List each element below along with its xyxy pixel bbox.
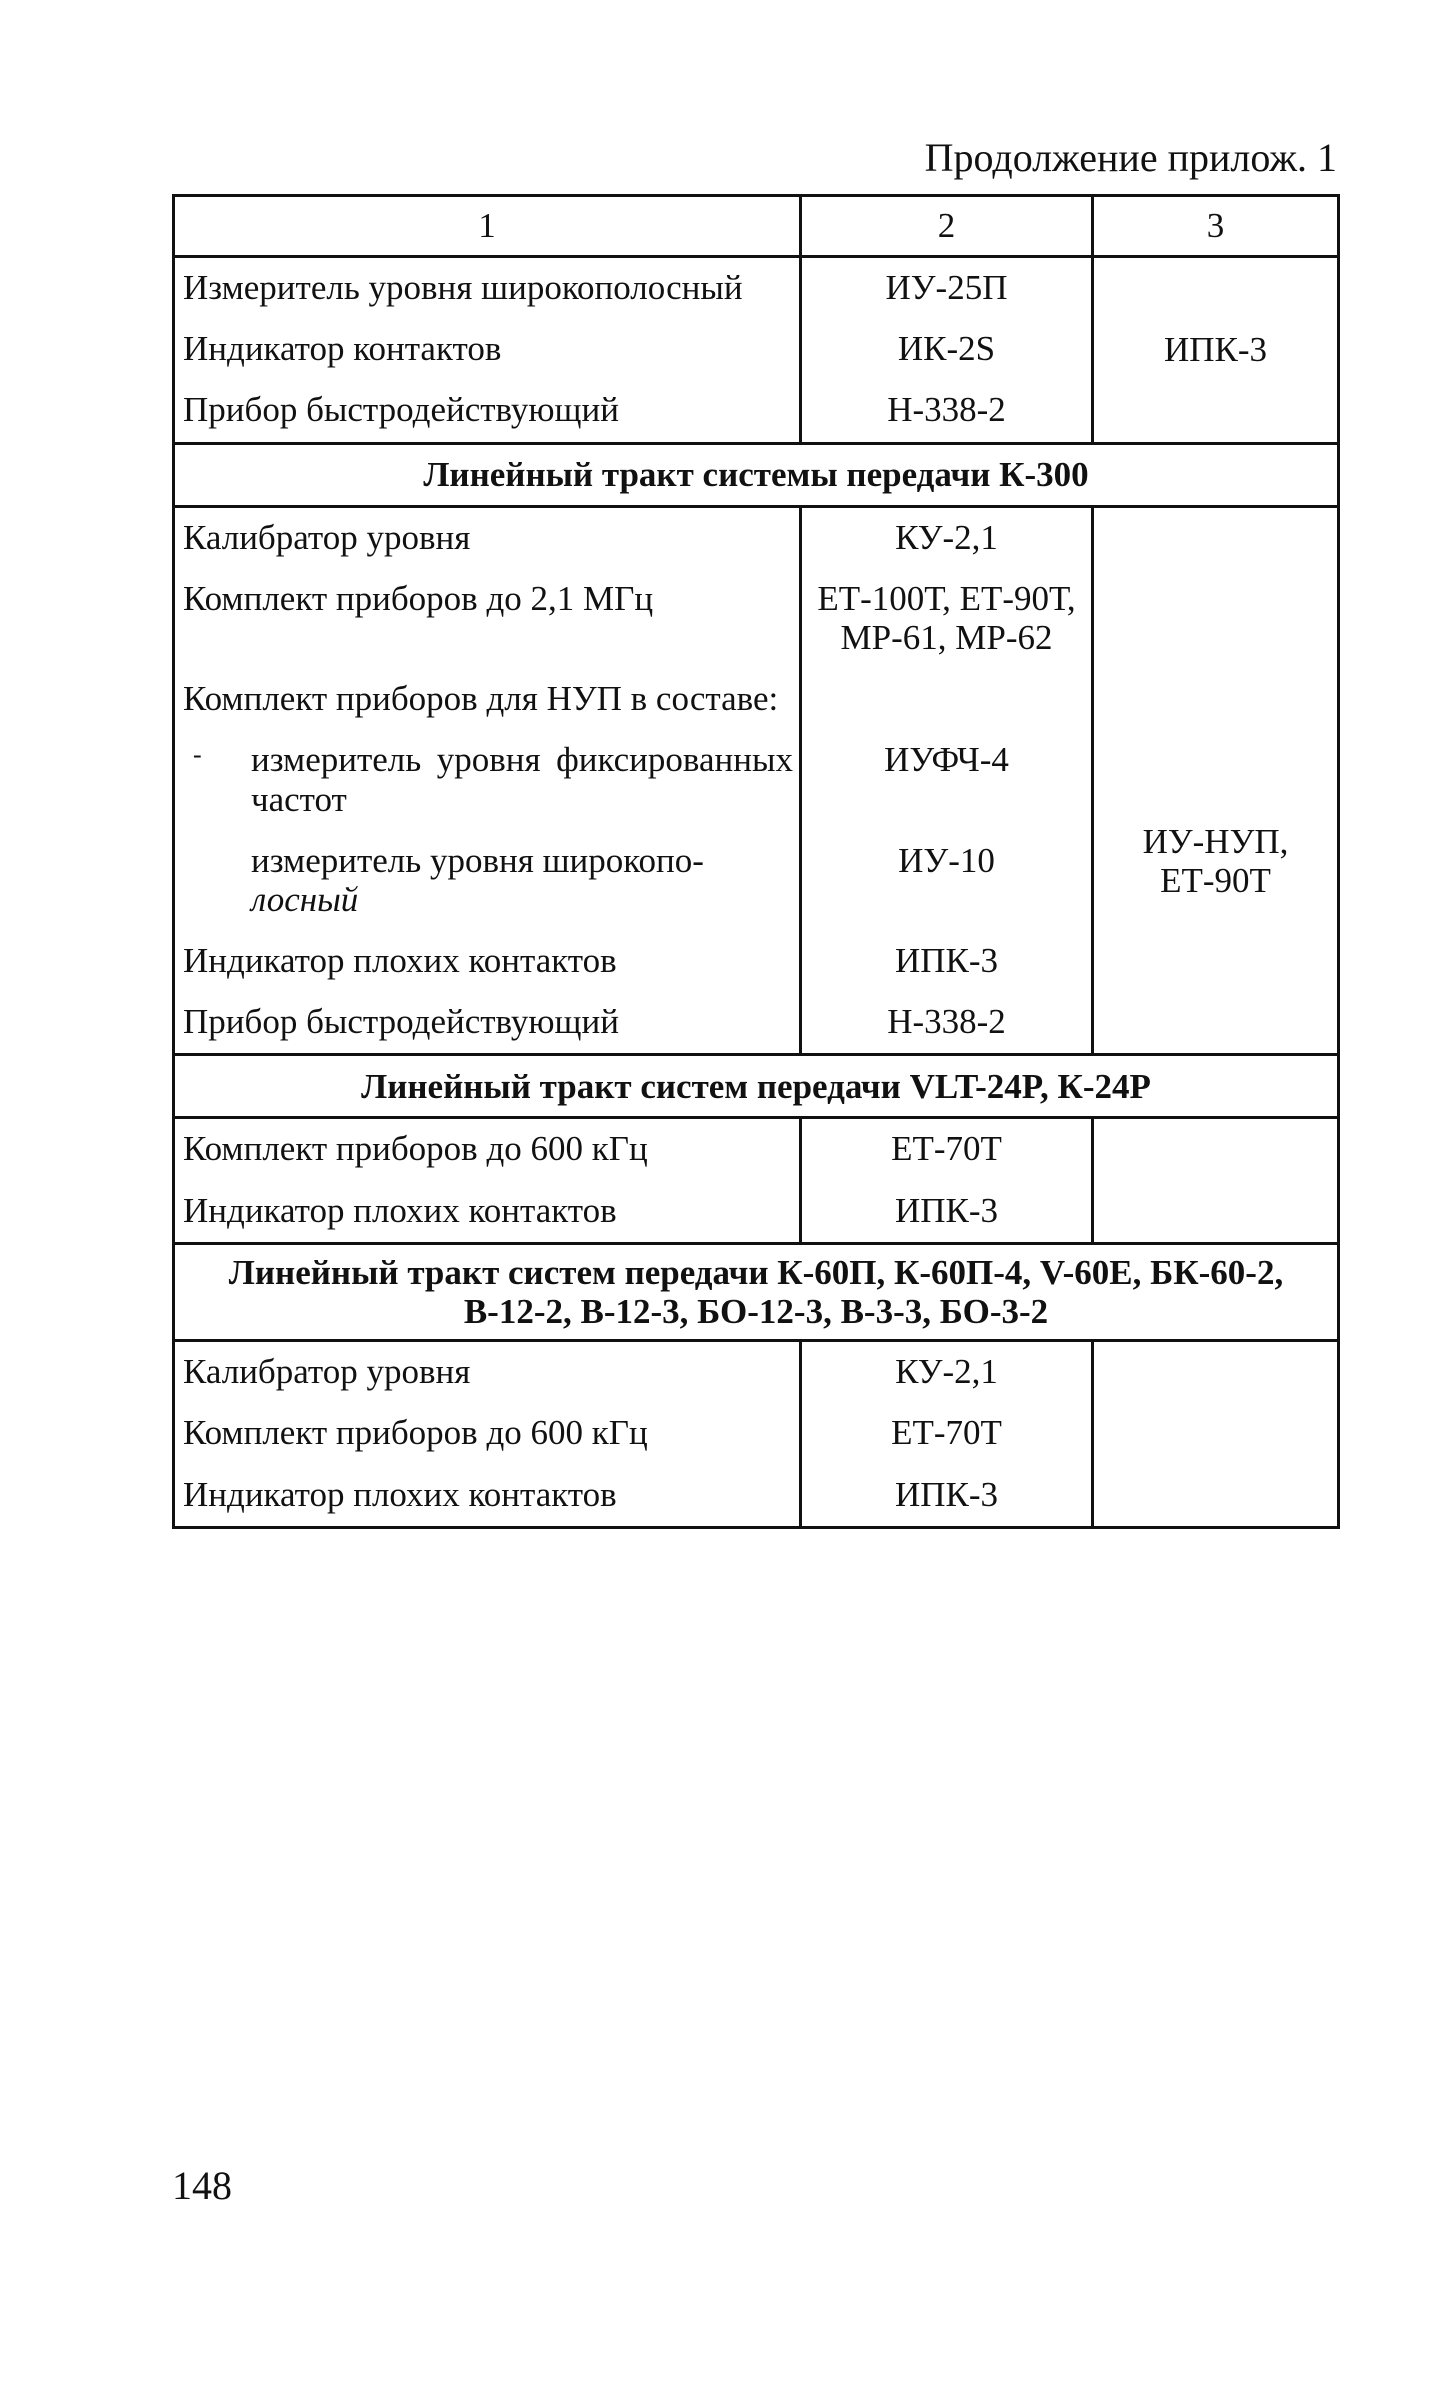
group-kit-text: ИУ-НУП, ЕТ-90Т xyxy=(1142,821,1289,900)
device-type: Н-338-2 xyxy=(801,992,1093,1055)
table-row xyxy=(174,257,1339,320)
device-name: Комплект приборов до 600 кГц xyxy=(174,1403,801,1464)
continuation-label: Продолжение прилож. 1 xyxy=(924,135,1337,180)
page-number: 148 xyxy=(172,2163,232,2208)
section-title: Линейный тракт систем передачи К-60П, К-60П-4, V-60Е, БК-60-2, В-12-2, В-12-3, БО-12-3, В-3-3, БО-3-2 xyxy=(174,1243,1339,1340)
device-name: Комплект приборов для НУП в составе: xyxy=(174,669,801,730)
empty-cell xyxy=(1093,1118,1339,1243)
section-title: Линейный тракт систем передачи VLT-24P, К-24Р xyxy=(174,1055,1339,1118)
column-header-2: 2 xyxy=(801,196,1093,257)
table-row xyxy=(174,506,1339,569)
device-name: Калибратор уровня xyxy=(174,1341,801,1404)
device-type: ИПК-3 xyxy=(801,1181,1093,1244)
device-name: Калибратор уровня xyxy=(174,506,801,569)
device-type: ЕТ-100Т, ЕТ-90Т, МР-61, МР-62 xyxy=(801,569,1093,669)
device-type: ИК-2S xyxy=(801,319,1093,380)
device-type: ЕТ-70Т xyxy=(801,1403,1093,1464)
device-name-line: лосный xyxy=(251,879,359,919)
equipment-table xyxy=(172,194,1340,1529)
device-name: Прибор быстродействующий xyxy=(174,380,801,443)
section-header-row xyxy=(174,1055,1339,1118)
device-name: Индикатор контактов xyxy=(174,319,801,380)
device-type: ИПК-3 xyxy=(801,1465,1093,1528)
device-type: КУ-2,1 xyxy=(801,506,1093,569)
list-dash: - xyxy=(193,740,202,770)
device-type: Н-338-2 xyxy=(801,380,1093,443)
device-name: Прибор быстродействующий xyxy=(174,992,801,1055)
device-name: Комплект приборов до 2,1 МГц xyxy=(174,569,801,669)
column-header-3: 3 xyxy=(1093,196,1339,257)
device-name: Индикатор плохих контактов xyxy=(174,1181,801,1244)
device-name: Индикатор плохих контактов xyxy=(174,931,801,992)
column-number-row xyxy=(174,196,1339,257)
device-type: ЕТ-70Т xyxy=(801,1118,1093,1181)
device-type: ИУ-25П xyxy=(801,257,1093,320)
empty-cell xyxy=(1093,1341,1339,1528)
device-name-cell xyxy=(174,831,801,931)
table-row xyxy=(174,1118,1339,1181)
device-type: ИУФЧ-4 xyxy=(801,730,1093,830)
section-title: Линейный тракт системы передачи К-300 xyxy=(174,443,1339,506)
column-header-1: 1 xyxy=(174,196,801,257)
device-type: КУ-2,1 xyxy=(801,1341,1093,1404)
device-type: ИУ-10 xyxy=(801,831,1093,931)
device-name: Комплект приборов до 600 кГц xyxy=(174,1118,801,1181)
table-row xyxy=(174,1341,1339,1404)
device-name: Измеритель уровня широкополосный xyxy=(174,257,801,320)
device-type: ИПК-3 xyxy=(801,931,1093,992)
section-header-row xyxy=(174,1243,1339,1340)
device-name-line: измеритель уровня широкопо- xyxy=(251,840,704,880)
group-kit-cell xyxy=(1093,506,1339,1055)
group-kit-cell: ИПК-3 xyxy=(1093,257,1339,444)
device-type xyxy=(801,669,1093,730)
section-header-row xyxy=(174,443,1339,506)
device-name: Индикатор плохих контактов xyxy=(174,1465,801,1528)
device-name-cell xyxy=(174,730,801,830)
device-name: измеритель уровня фиксированных частот xyxy=(251,740,793,819)
